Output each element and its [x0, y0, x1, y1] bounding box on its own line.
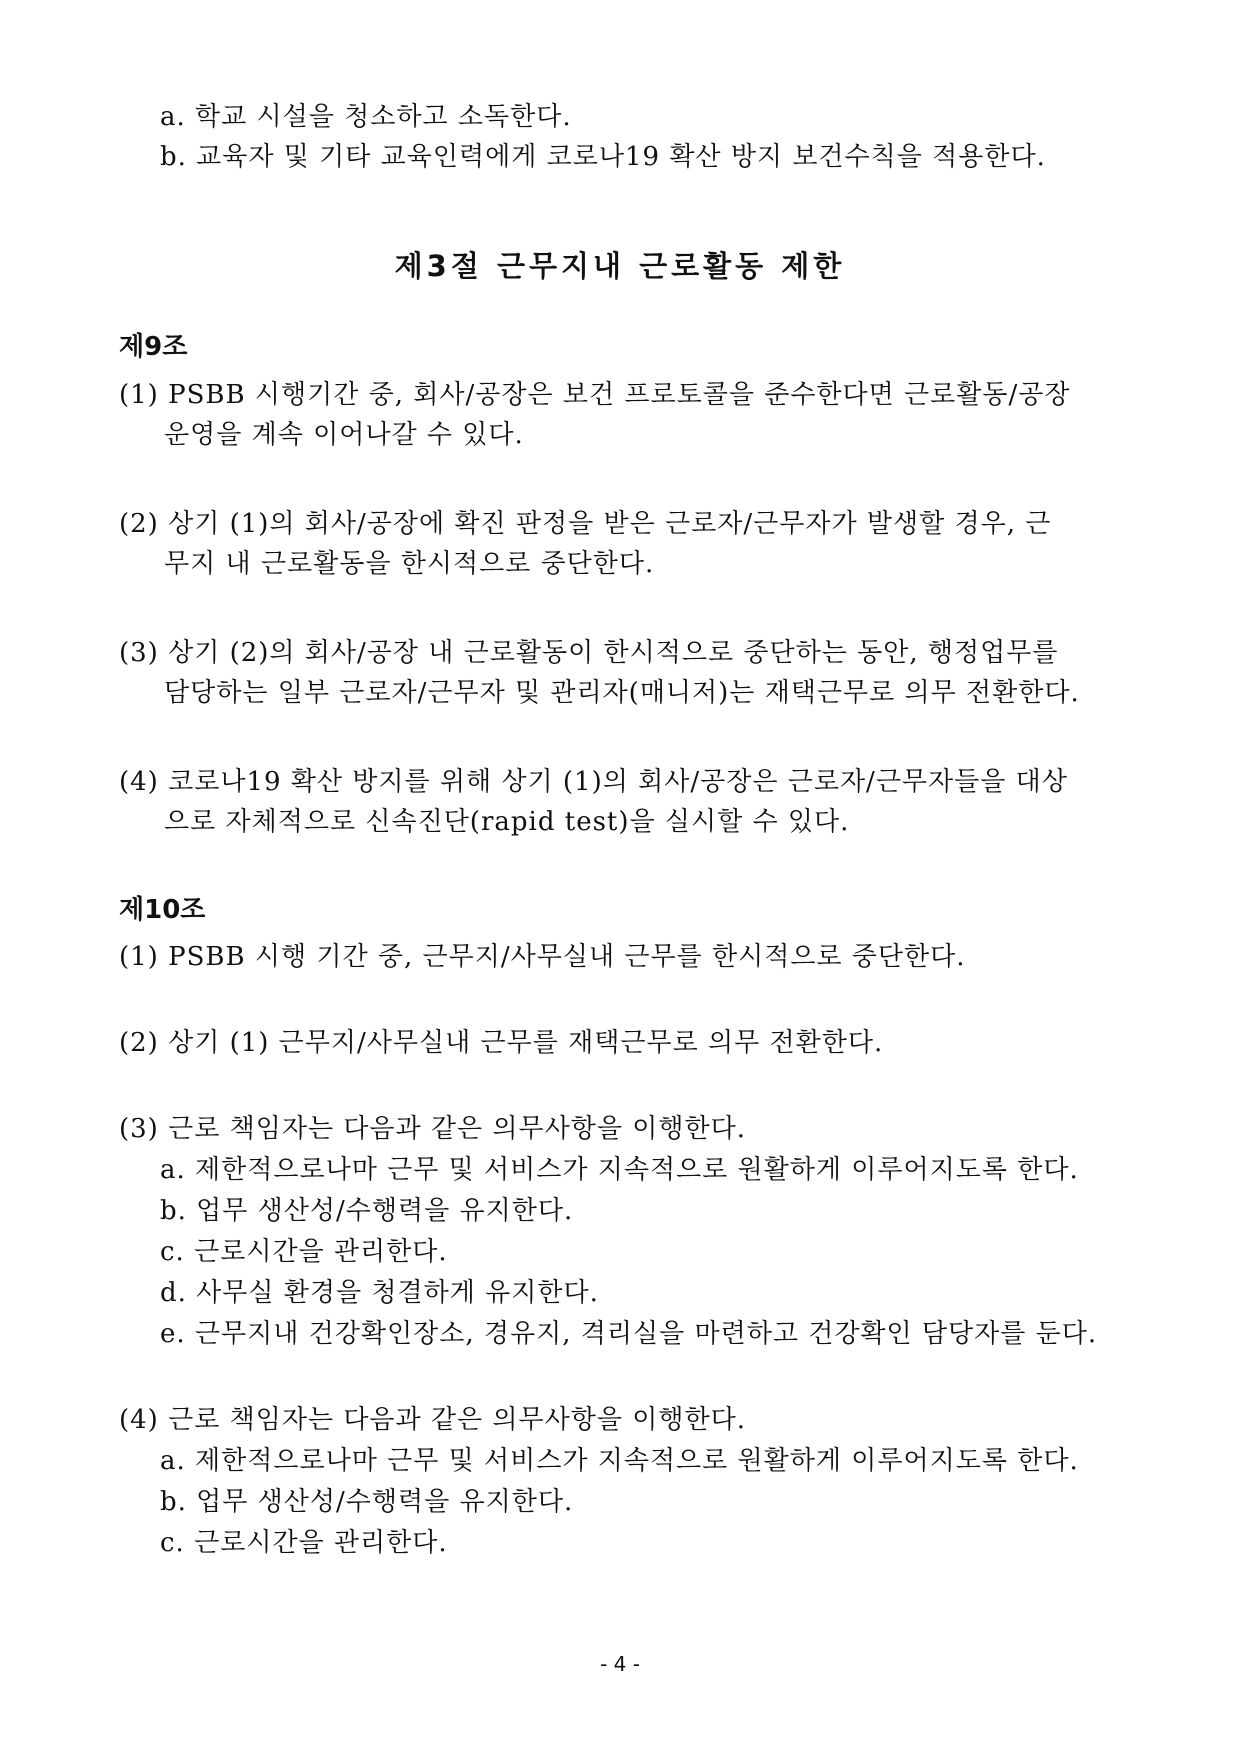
article-10-para-4-item-a: a. 제한적으로나마 근무 및 서비스가 지속적으로 원활하게 이루어지도록 한다.	[160, 1446, 1079, 1476]
article-10-para-2: (2) 상기 (1) 근무지/사무실내 근무를 재택근무로 의무 전환한다.	[119, 1028, 884, 1058]
article-9-para-1-line-1: (1) PSBB 시행기간 중, 회사/공장은 보건 프로토콜을 준수한다면 근로활동/공장	[119, 380, 1071, 410]
article-9-para-2-line-1: (2) 상기 (1)의 회사/공장에 확진 판정을 받은 근로자/근무자가 발생할 경우, 근	[119, 509, 1052, 539]
article-10-para-4-lead: (4) 근로 책임자는 다음과 같은 의무사항을 이행한다.	[119, 1405, 747, 1435]
article-10-title: 제10조	[119, 895, 206, 925]
article-10-para-3-item-b: b. 업무 생산성/수행력을 유지한다.	[160, 1196, 574, 1226]
article-9-para-3-line-1: (3) 상기 (2)의 회사/공장 내 근로활동이 한시적으로 중단하는 동안, 행정업무를	[119, 638, 1059, 668]
section-title: 제3절 근무지내 근로활동 제한	[394, 249, 846, 283]
article-10-para-3-item-e: e. 근무지내 건강확인장소, 경유지, 격리실을 마련하고 건강확인 담당자를 둔다.	[160, 1319, 1098, 1349]
article-9-para-1-line-2: 운영을 계속 이어나갈 수 있다.	[164, 420, 524, 450]
article-10-para-3-item-d: d. 사무실 환경을 청결하게 유지한다.	[160, 1278, 599, 1308]
article-10-para-4-item-c: c. 근로시간을 관리한다.	[160, 1528, 448, 1558]
article-9-para-4-line-2: 으로 자체적으로 신속진단(rapid test)을 실시할 수 있다.	[164, 807, 850, 837]
article-9-para-2-line-2: 무지 내 근로활동을 한시적으로 중단한다.	[164, 549, 655, 579]
article-10-para-1: (1) PSBB 시행 기간 중, 근무지/사무실내 근무를 한시적으로 중단한다.	[119, 942, 966, 972]
article-10-para-3-lead: (3) 근로 책임자는 다음과 같은 의무사항을 이행한다.	[119, 1114, 747, 1144]
article-9-para-3-line-2: 담당하는 일부 근로자/근무자 및 관리자(매니저)는 재택근무로 의무 전환한다.	[164, 678, 1080, 708]
article-10-para-3-item-c: c. 근로시간을 관리한다.	[160, 1237, 448, 1267]
intro-item-a: a. 학교 시설을 청소하고 소독한다.	[160, 102, 572, 132]
article-10-para-3-item-a: a. 제한적으로나마 근무 및 서비스가 지속적으로 원활하게 이루어지도록 한다.	[160, 1155, 1079, 1185]
article-9-title: 제9조	[119, 332, 188, 362]
article-10-para-4-item-b: b. 업무 생산성/수행력을 유지한다.	[160, 1487, 574, 1517]
page-number: - 4 -	[600, 1652, 640, 1676]
article-9-para-4-line-1: (4) 코로나19 확산 방지를 위해 상기 (1)의 회사/공장은 근로자/근무자들을 대상	[119, 767, 1068, 797]
intro-item-b: b. 교육자 및 기타 교육인력에게 코로나19 확산 방지 보건수칙을 적용한다.	[160, 142, 1046, 172]
